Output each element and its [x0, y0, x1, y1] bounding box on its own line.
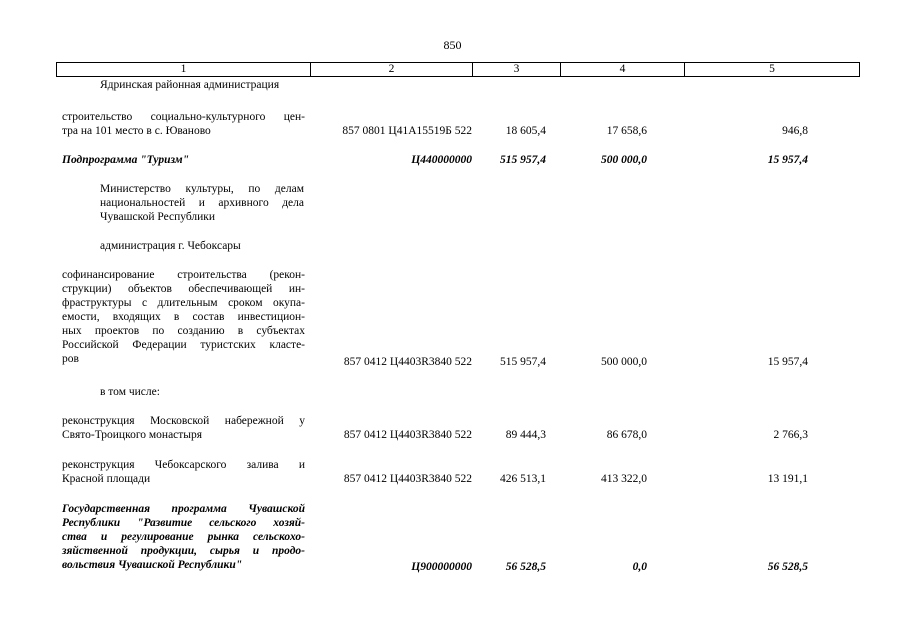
row-name-agriculture-program: Государственная программа Чувашской Республики "Развитие сельского хозяй- ства и регулирование рынка сельскохо- зяйственной продукции, сырья и продо- вольствия Чувашской Республики" [62, 503, 305, 571]
row-value-col5: 2 766,3 [773, 429, 808, 441]
page-number: 850 [443, 38, 462, 52]
row-value-col3: 426 513,1 [500, 473, 546, 485]
row-value-col3: 18 605,4 [505, 125, 546, 137]
column-header-4: 4 [561, 63, 685, 77]
row-value-col4: 0,0 [632, 561, 647, 573]
row-value-col3: 515 957,4 [500, 154, 546, 166]
table-header [56, 62, 860, 77]
row-name-moscow-embankment: реконструкция Московской набережной у Свято-Троицкого монастыря [62, 415, 305, 441]
row-value-col4: 413 322,0 [601, 473, 647, 485]
row-name-including: в том числе: [100, 386, 160, 398]
row-value-col5: 13 191,1 [767, 473, 808, 485]
row-code: 857 0412 Ц4403R3840 522 [343, 473, 472, 485]
row-name-cofinancing: софинансирование строительства (рекон- струкции) объектов обеспечивающей ин- фраструктуры с длительным сроком окупа- емости, входящих в состав инвестицион- ных проектов по созданию в субъектах Российской Федерации туристских класте- ров [62, 269, 305, 365]
column-header-5: 5 [685, 63, 860, 77]
row-name-cheboksary-bay: реконструкция Чебоксарского залива и Красной площади [62, 459, 305, 485]
row-value-col5: 15 957,4 [767, 154, 808, 166]
row-name-yuvanovo: строительство социально-культурного цен- тра на 101 место в с. Юваново [62, 111, 305, 137]
row-value-col4: 500 000,0 [601, 154, 647, 166]
row-value-col5: 15 957,4 [767, 356, 808, 368]
row-value-col4: 500 000,0 [601, 356, 647, 368]
row-name-ministry-culture: Министерство культуры, по делам национальностей и архивного дела Чувашской Республики [100, 183, 304, 223]
row-value-col3: 89 444,3 [505, 429, 546, 441]
row-value-col5: 946,8 [782, 125, 808, 137]
column-header-3: 3 [473, 63, 561, 77]
header-row [57, 63, 860, 77]
row-code: 857 0412 Ц4403R3840 522 [343, 429, 472, 441]
row-code: Ц440000000 [411, 154, 472, 166]
row-value-col3: 56 528,5 [505, 561, 546, 573]
row-name-yadrin-admin: Ядринская районная администрация [100, 79, 280, 91]
row-value-col4: 17 658,6 [606, 125, 647, 137]
row-value-col3: 515 957,4 [500, 356, 546, 368]
row-value-col4: 86 678,0 [606, 429, 647, 441]
column-header-1: 1 [57, 63, 311, 77]
row-code: 857 0412 Ц4403R3840 522 [343, 356, 472, 368]
column-header-2: 2 [311, 63, 473, 77]
row-code: 857 0801 Ц41А15519Б 522 [342, 125, 472, 137]
row-code: Ц900000000 [411, 561, 472, 573]
row-value-col5: 56 528,5 [767, 561, 808, 573]
row-name-tourism-subprogram: Подпрограмма "Туризм" [62, 154, 189, 166]
row-name-cheboksary-admin: администрация г. Чебоксары [100, 240, 241, 252]
